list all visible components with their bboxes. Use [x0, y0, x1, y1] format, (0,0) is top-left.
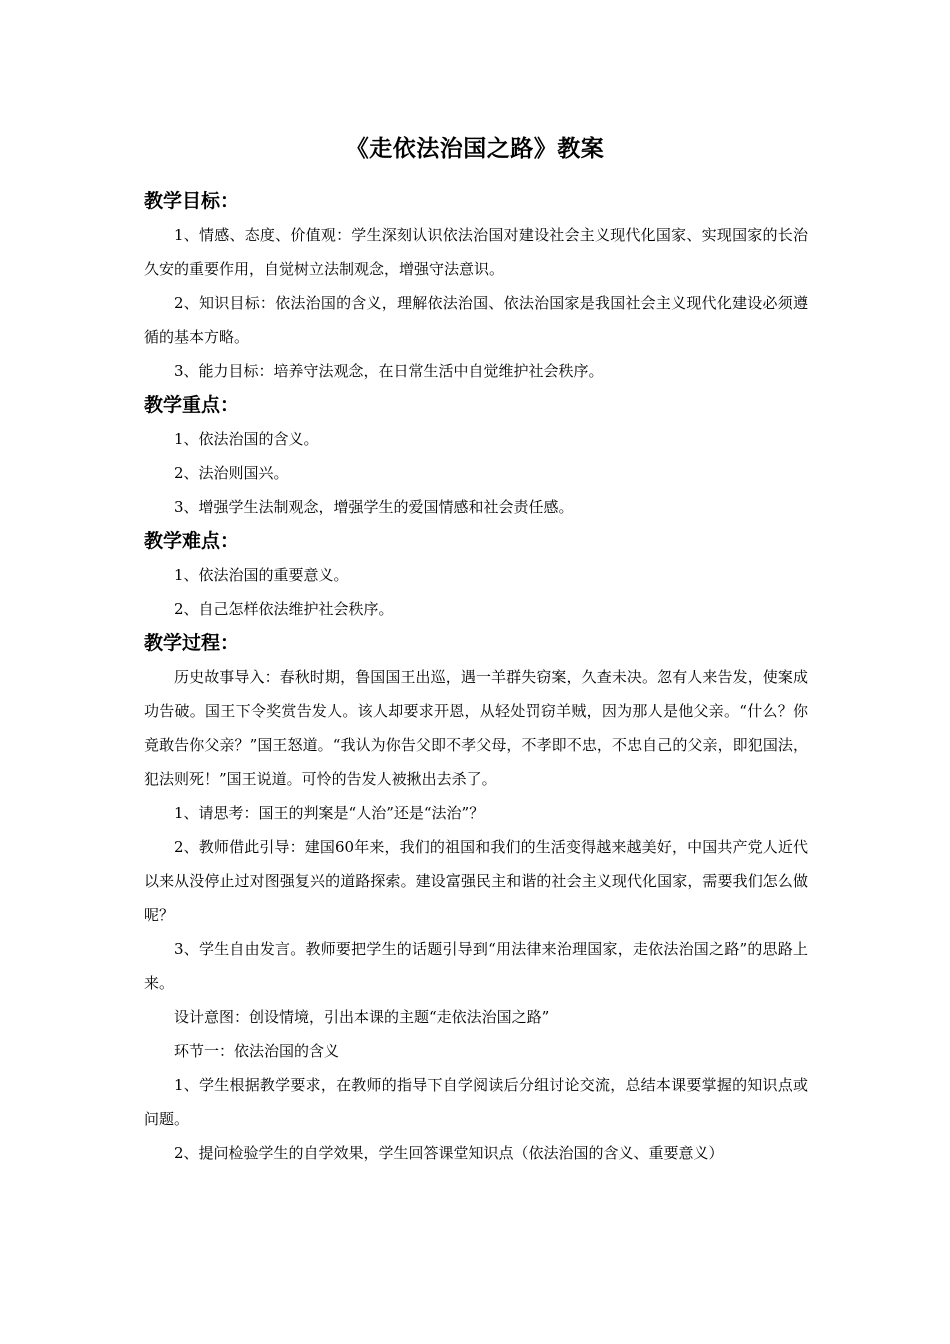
- section-heading: 教学重点：: [144, 394, 240, 416]
- paragraph: 设计意图：创设情境，引出本课的主题“走依法治国之路”: [174, 1008, 550, 1026]
- paragraph: 2、提问检验学生的自学效果，学生回答课堂知识点（依法治国的含义、重要意义）: [174, 1144, 724, 1162]
- paragraph: 2、教师借此引导：建国60年来，我们的祖国和我们的生活变得越来越美好，中国共产党人近代以来从没停止过对图强复兴的道路探索。建设富强民主和谐的社会主义现代化国家，需要我们怎么做呢？: [144, 838, 808, 924]
- section-heading: 教学目标：: [144, 190, 240, 212]
- paragraph: 2、自己怎样依法维护社会秩序。: [174, 600, 394, 618]
- paragraph: 2、知识目标：依法治国的含义，理解依法治国、依法治国家是我国社会主义现代化建设必须遵循的基本方略。: [144, 294, 808, 346]
- section-teaching-process: [144, 626, 808, 1170]
- paragraph: 1、请思考：国王的判案是“人治”还是“法治”？: [174, 804, 485, 822]
- paragraph: 3、能力目标：培养守法观念，在日常生活中自觉维护社会秩序。: [174, 362, 604, 380]
- paragraph: 1、依法治国的重要意义。: [174, 566, 349, 584]
- paragraph: 3、学生自由发言。教师要把学生的话题引导到“用法律来治理国家，走依法治国之路”的思路上来。: [144, 940, 808, 992]
- paragraph: 历史故事导入：春秋时期，鲁国国王出巡，遇一羊群失窃案，久查未决。忽有人来告发，使案成功告破。国王下令奖赏告发人。该人却要求开恩，从轻处罚窃羊贼，因为那人是他父亲。“什么？你竟敢告你父亲？”国王怒道。“我认为你告父即不孝父母，不孝即不忠，不忠自己的父亲，即犯国法，犯法则死！”国王说道。可怜的告发人被揪出去杀了。: [144, 668, 808, 788]
- section-teaching-focus: [144, 388, 808, 524]
- section-teaching-difficulties: [144, 524, 808, 626]
- paragraph: 1、学生根据教学要求，在教师的指导下自学阅读后分组讨论交流，总结本课要掌握的知识点或问题。: [144, 1076, 808, 1128]
- section-teaching-goals: [144, 184, 808, 388]
- section-heading: 教学过程：: [144, 632, 240, 654]
- paragraph: 1、情感、态度、价值观：学生深刻认识依法治国对建设社会主义现代化国家、实现国家的长治久安的重要作用，自觉树立法制观念，增强守法意识。: [144, 226, 808, 278]
- section-heading: 教学难点：: [144, 530, 240, 552]
- paragraph: 3、增强学生法制观念，增强学生的爱国情感和社会责任感。: [174, 498, 574, 516]
- document-title: 《走依法治国之路》教案: [345, 136, 605, 162]
- document-body: [144, 184, 808, 1170]
- paragraph: 1、依法治国的含义。: [174, 430, 319, 448]
- paragraph: 环节一：依法治国的含义: [174, 1042, 340, 1060]
- paragraph: 2、法治则国兴。: [174, 464, 289, 482]
